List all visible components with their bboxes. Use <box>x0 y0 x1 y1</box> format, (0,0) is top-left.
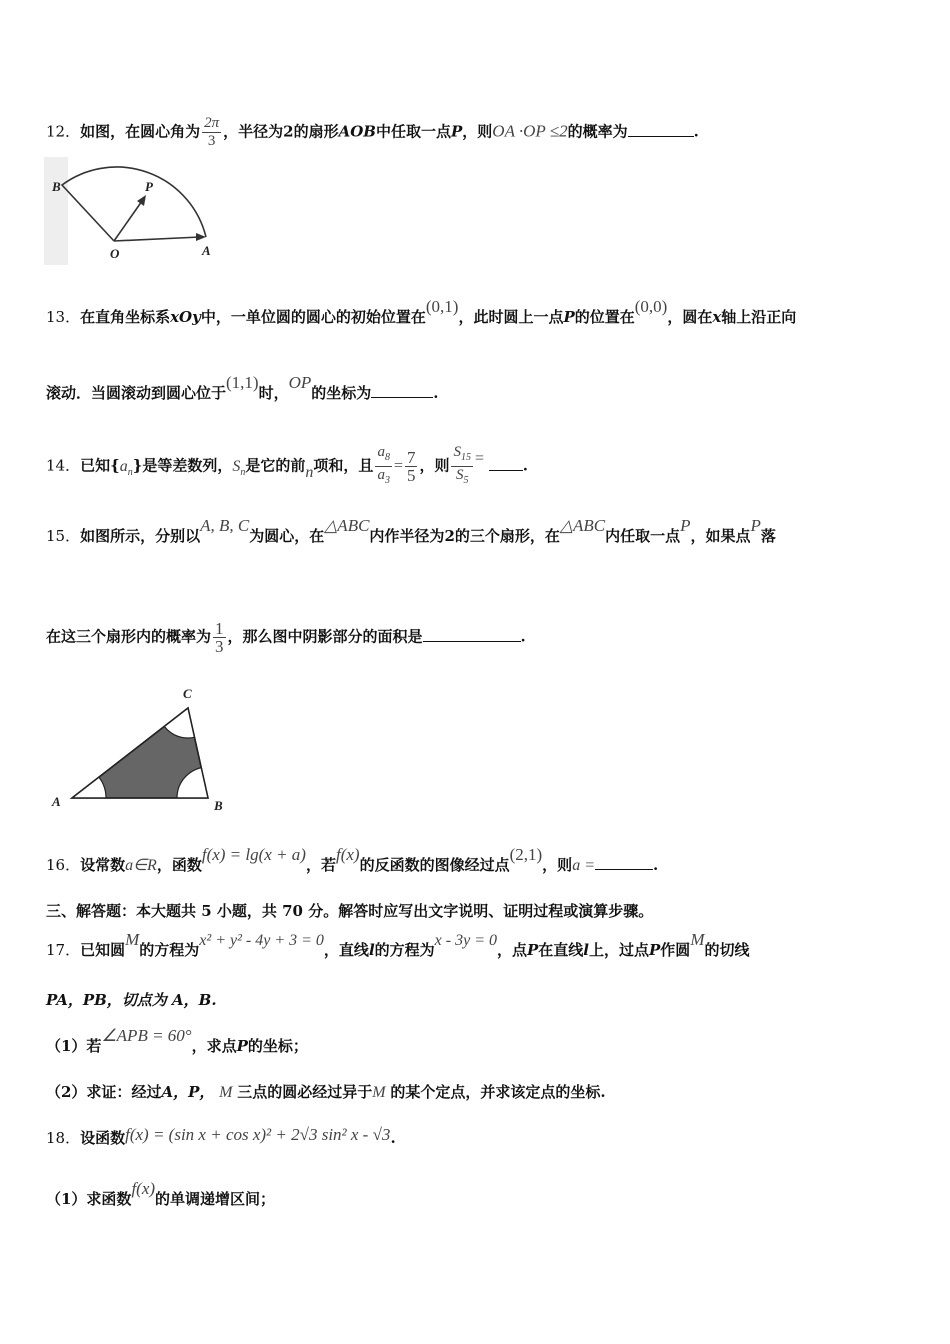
q17-text: 在直线 <box>538 941 584 959</box>
q18-s1-fx: f(x) <box>131 1179 156 1198</box>
q13-final-center: (1,1) <box>226 373 259 392</box>
q15-text: ，如果点 <box>690 527 751 545</box>
q14-ratio-s <box>451 444 473 489</box>
q12-sector-name: AOB <box>338 122 376 141</box>
q12-end: . <box>693 122 699 141</box>
q13-end: . <box>433 384 439 402</box>
q16-text: ，函数 <box>156 856 202 874</box>
q14-text: 已知{ <box>80 456 120 475</box>
q12-label-b: B <box>52 179 61 194</box>
q15-text: 在这三个扇形内的概率为 <box>46 627 212 646</box>
q12-line <box>46 115 699 150</box>
q17-subquestion-1 <box>46 1026 308 1056</box>
q15-line-1 <box>46 516 776 546</box>
q14-sn-sub: n <box>240 466 246 478</box>
q12-frac-den: 3 <box>207 133 216 149</box>
q17-s2-m-2: M <box>372 1084 386 1101</box>
q14-sn <box>232 457 246 478</box>
q15-answer-blank <box>423 627 521 642</box>
q12-angle-fraction <box>202 115 221 150</box>
q18-subquestion-1 <box>46 1179 276 1209</box>
q17-circle-m-2: M <box>690 930 705 949</box>
q14-text: }是等差数列， <box>132 456 233 475</box>
q14-a3-sub: 3 <box>384 475 390 486</box>
q15-frac-den: 3 <box>215 637 224 656</box>
q13-text: ，圆在 <box>667 308 713 326</box>
q12-ray-op <box>114 201 142 241</box>
q13-line-1 <box>46 297 797 327</box>
q15-line-2 <box>46 620 526 655</box>
q16-number: 16． <box>46 856 81 874</box>
q16-fx: f(x) <box>335 845 360 864</box>
q14-answer-blank <box>489 456 523 471</box>
q12-text: ，则 <box>462 122 493 141</box>
q16-text: 设常数 <box>80 856 126 874</box>
q12-text: 的扇形 <box>293 122 339 141</box>
q16-a-equals: a = <box>572 857 595 874</box>
q15-triangle-figure <box>44 682 234 814</box>
q12-text: 如图，在圆心角为 <box>80 122 201 141</box>
q15-text: 内任取一点 <box>605 527 681 545</box>
q13-initial-p: (0,0) <box>634 297 668 316</box>
q15-triangle: △ABC <box>324 516 370 535</box>
q14-ratio-a <box>375 444 392 489</box>
q14-number: 14． <box>46 456 81 475</box>
q14-s15-sub: 15 <box>460 452 471 463</box>
q15-triangle-2: △ABC <box>559 516 606 535</box>
q17-text: 已知圆 <box>80 941 126 959</box>
q17-s2-m: M <box>219 1084 233 1101</box>
q17-text: 的方程为 <box>139 941 200 959</box>
q14-text: 是它的前 <box>245 456 306 475</box>
q12-frac-num: 2π <box>204 115 220 131</box>
q14-sn-base: S <box>232 457 241 475</box>
q14-an <box>119 457 133 478</box>
q14-s5: S <box>455 467 464 483</box>
q13-point-p: P <box>563 308 575 326</box>
q15-point-p: P <box>680 516 691 535</box>
q17-text: ，直线 <box>323 941 369 959</box>
q12-label-a: A <box>202 243 211 258</box>
q17-s1-text: ，求点 <box>191 1037 237 1055</box>
q14-line <box>46 444 528 493</box>
q12-point-p: P <box>451 122 463 141</box>
q17-s1-label: （1）若 <box>46 1037 102 1055</box>
q17-angle-apb: ∠APB = 60° <box>101 1026 192 1045</box>
q12-number: 12． <box>46 122 81 141</box>
q12-radius: 2 <box>283 122 294 141</box>
q14-ratio-a-den <box>375 467 392 489</box>
q15-text: 内作半径为 <box>369 527 445 545</box>
q13-text: 时， <box>258 384 289 402</box>
q12-sector-figure <box>44 157 224 267</box>
q14-n: n <box>305 463 314 481</box>
q16-text: 的反函数的图像经过点 <box>359 856 510 874</box>
q17-number: 17． <box>46 941 81 959</box>
q15-text: 如图所示，分别以 <box>80 527 201 545</box>
q16-a-in-r: a∈R <box>125 857 157 874</box>
section-3-heading: 三、解答题：本大题共 5 小题，共 70 分。解答时应写出文字说明、证明过程或演算步骤。 <box>46 902 654 920</box>
q15-frac-num: 1 <box>215 619 224 638</box>
q13-number: 13． <box>46 308 81 326</box>
q17-s1-point-p: P <box>236 1037 248 1055</box>
q14-equals-2: = <box>474 449 485 467</box>
q14-seven: 7 <box>406 448 416 467</box>
q15-text: 为圆心，在 <box>249 527 325 545</box>
q16-function: f(x) = lg(x + a) <box>201 845 306 864</box>
q14-a8: a <box>377 444 385 460</box>
q14-equals: = <box>393 457 403 475</box>
q17-s2-label: （2）求证：经过 <box>46 1083 162 1101</box>
q12-text: 中任取一点 <box>375 122 451 141</box>
q15-end: . <box>520 627 526 646</box>
q15-label-a: A <box>52 794 61 809</box>
q14-an-base: a <box>119 457 128 475</box>
q15-point-p-2: P <box>750 516 761 535</box>
q15-number: 15． <box>46 527 81 545</box>
q15-text: 落 <box>760 527 776 545</box>
q17-point-p-2: P <box>649 941 661 959</box>
q17-line-equation: x - 3y = 0 <box>434 932 497 949</box>
q13-text: ，此时圆上一点 <box>458 308 564 326</box>
q16-line <box>46 845 659 876</box>
q17-circle-m: M <box>125 930 140 949</box>
q13-line-2 <box>46 373 439 403</box>
q13-text: 中，一单位圆的圆心的初始位置在 <box>200 308 426 326</box>
q13-text: 滚动．当圆滚动到圆心位于 <box>46 384 227 402</box>
q13-x-axis: x <box>712 308 722 326</box>
q15-label-b: B <box>214 798 223 813</box>
q17-line-2: PA，PB，切点为 A，B. <box>46 991 217 1009</box>
q16-text: ，则 <box>542 856 573 874</box>
q15-centers: A, B, C <box>200 516 250 535</box>
q18-text: 设函数 <box>80 1129 126 1147</box>
q17-s2-text: 三点的圆必经过异于 <box>237 1083 373 1101</box>
q18-function: f(x) = (sin x + cos x)² + 2√3 sin² x - √3 <box>125 1125 391 1144</box>
q14-an-sub: n <box>127 466 133 478</box>
q17-s2-points: A，P， <box>161 1083 215 1101</box>
q17-text: 上，过点 <box>589 941 650 959</box>
q14-text: ，则 <box>419 456 450 475</box>
q12-condition: OA ·OP ≤2 <box>492 121 568 141</box>
q17-text: 作圆 <box>660 941 691 959</box>
q18-s1-label: （1）求函数 <box>46 1190 132 1208</box>
q17-line-l: l <box>368 941 375 959</box>
q14-ratio-s-num <box>451 444 473 467</box>
q18-number: 18． <box>46 1129 81 1147</box>
q17-point-p: P <box>527 941 539 959</box>
q17-line-1 <box>46 930 750 961</box>
q15-text: 的三个扇形，在 <box>454 527 560 545</box>
q18-s1-text: 的单调递增区间； <box>155 1190 276 1208</box>
q16-answer-blank <box>595 855 653 870</box>
q13-xoy: xOy <box>170 308 201 326</box>
q14-ratio-value <box>405 449 418 484</box>
q16-point: (2,1) <box>509 845 543 864</box>
q13-vector-op: OP <box>288 373 312 392</box>
q14-text: 项和，且 <box>313 456 374 475</box>
q17-text: 的方程为 <box>374 941 435 959</box>
q14-five: 5 <box>406 466 416 485</box>
q12-ray-oa <box>114 237 200 241</box>
q18-line <box>46 1125 396 1148</box>
q13-answer-blank <box>371 383 433 398</box>
q13-text: 的位置在 <box>574 308 635 326</box>
q17-text: ，点 <box>496 941 527 959</box>
q12-label-p: P <box>145 179 153 194</box>
q14-a8-sub: 8 <box>384 452 390 463</box>
q13-initial-center: (0,1) <box>425 297 459 316</box>
q17-s2-text-2: 的某个定点，并求该定点的坐标. <box>390 1083 606 1101</box>
q14-a3: a <box>377 467 385 483</box>
q14-end: . <box>522 456 529 475</box>
q14-s5-sub: 5 <box>463 475 469 486</box>
q17-subquestion-2 <box>46 1082 606 1103</box>
q12-answer-blank <box>628 122 694 137</box>
q13-text: 的坐标为 <box>311 384 372 402</box>
q14-s15: S <box>453 444 461 460</box>
q17-line-l-2: l <box>583 941 589 959</box>
q15-probability <box>213 620 226 655</box>
q15-text: ，那么图中阴影部分的面积是 <box>227 627 423 646</box>
q17-text: 的切线 <box>704 941 750 959</box>
q13-text: 轴上沿正向 <box>721 308 797 326</box>
q13-text: 在直角坐标系 <box>80 308 171 326</box>
q12-figure-scan-edge <box>44 157 68 265</box>
q12-label-o: O <box>110 246 120 261</box>
q15-label-c: C <box>183 686 192 701</box>
q12-text: ，半径为 <box>223 122 284 141</box>
q16-text: ，若 <box>305 856 336 874</box>
q15-radius: 2 <box>444 527 455 545</box>
q16-end: . <box>652 856 659 874</box>
q17-s1-end: 的坐标； <box>247 1037 308 1055</box>
q18-end: . <box>390 1129 396 1147</box>
q14-ratio-s-den <box>451 467 473 489</box>
q12-arrow-p <box>137 195 146 206</box>
q12-sector-outline <box>62 167 206 241</box>
q12-text: 的概率为 <box>567 122 628 141</box>
q17-circle-equation: x² + y² - 4y + 3 = 0 <box>199 932 324 949</box>
q14-ratio-a-num <box>375 444 392 467</box>
